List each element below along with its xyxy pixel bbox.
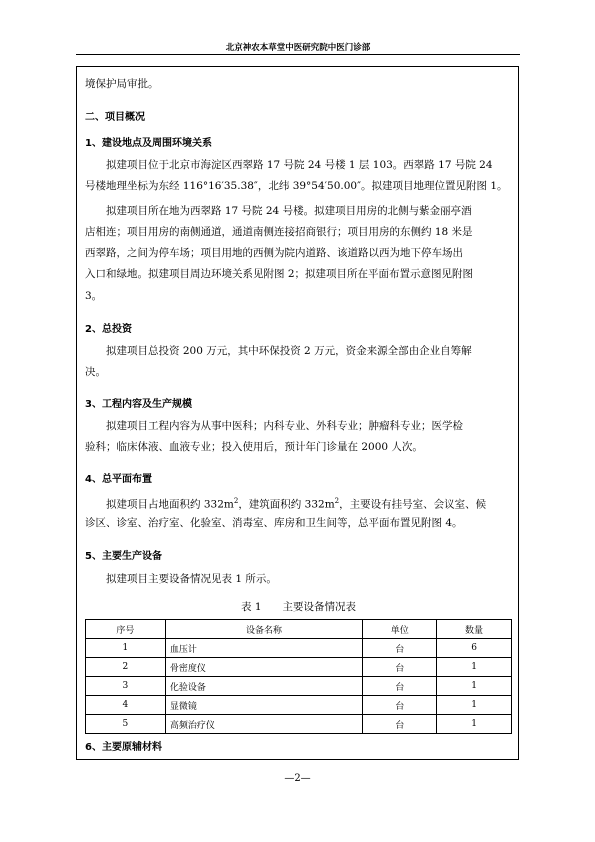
table-cell: 3: [86, 677, 166, 696]
table-row: [86, 677, 512, 696]
table-cell: 显微镜: [165, 696, 362, 715]
paragraph-line: 3。: [85, 290, 103, 302]
table-cell: 台: [363, 658, 437, 677]
paragraph-line: 号楼地理坐标为东经 116°16′35.38″，北纬 39°54′50.00″。拟建项目地理位置见附图 1。: [85, 180, 508, 192]
table-header-row: [86, 620, 512, 639]
paragraph-line: 决。: [85, 366, 106, 378]
paragraph-line: 拟建项目总投资 200 万元，其中环保投资 2 万元，资金来源全部由企业自筹解: [106, 345, 472, 357]
table-caption: 表 1 主要设备情况表: [240, 601, 357, 613]
superscript: 2: [334, 497, 340, 505]
paragraph-line: 拟建项目所在地为西翠路 17 号院 24 号楼。拟建项目用房的北侧与紫金丽亭酒: [106, 205, 472, 217]
subsection-title-layout: 4、总平面布置: [85, 474, 152, 485]
paragraph-line: 验科；临床体液、血液专业；投入使用后，预计年门诊量在 2000 人次。: [85, 441, 423, 453]
column-header: 单位: [363, 620, 437, 639]
text-fragment: ，主要设有挂号室、会议室、候: [339, 498, 487, 511]
subsection-title-scope: 3、工程内容及生产规模: [85, 399, 192, 410]
table-cell: 台: [363, 639, 437, 658]
table-cell: 化验设备: [165, 677, 362, 696]
table-cell: 1: [437, 658, 512, 677]
subsection-title-materials: 6、主要原辅材料: [85, 742, 162, 753]
paragraph-line: 店相连；项目用房的南侧通道，通道南侧连接招商银行；项目用房的东侧约 18 米是: [85, 226, 473, 238]
table-row: [86, 658, 512, 677]
table-cell: 1: [437, 715, 512, 734]
table-cell: 高频治疗仪: [165, 715, 362, 734]
table-cell: 台: [363, 677, 437, 696]
column-header: 设备名称: [165, 620, 362, 639]
paragraph-line: 西翠路，之间为停车场；项目用地的西侧为院内道路、该道路以西为地下停车场出: [85, 247, 463, 259]
paragraph-line: 入口和绿地。拟建项目周边环境关系见附图 2；拟建项目所在平面布置示意图见附图: [85, 268, 474, 280]
column-header: 序号: [86, 620, 166, 639]
subsection-title-investment: 2、总投资: [85, 324, 132, 335]
table-row: [86, 639, 512, 658]
page-number: —2—: [284, 773, 311, 784]
content-frame: [76, 66, 519, 760]
paragraph-line: 拟建项目工程内容为从事中医科；内科专业、外科专业；肿瘤科专业；医学检: [106, 420, 463, 432]
table-cell: 6: [437, 639, 512, 658]
continuation-line: 境保护局审批。: [85, 78, 159, 90]
table-cell: 1: [437, 696, 512, 715]
table-cell: 台: [363, 696, 437, 715]
subsection-title-equipment: 5、主要生产设备: [85, 551, 162, 562]
table-row: [86, 715, 512, 734]
column-header: 数量: [437, 620, 512, 639]
paragraph-line: [106, 494, 486, 512]
paragraph-line: 拟建项目位于北京市海淀区西翠路 17 号院 24 号楼 1 层 103。西翠路 17 号院 24: [106, 159, 493, 171]
paragraph-line: 拟建项目主要设备情况见表 1 所示。: [106, 573, 277, 585]
subsection-title-location: 1、建设地点及周围环境关系: [85, 138, 212, 149]
table-row: [86, 696, 512, 715]
table-cell: 1: [437, 677, 512, 696]
superscript: 2: [233, 497, 239, 505]
table-cell: 2: [86, 658, 166, 677]
text-fragment: ，建筑面积约 332m: [238, 498, 335, 511]
page-header: 北京神农本草堂中医研究院中医门诊部: [225, 43, 371, 53]
table-cell: 1: [86, 639, 166, 658]
table-cell: 血压计: [165, 639, 362, 658]
text-fragment: 拟建项目占地面积约 332m: [106, 498, 234, 511]
paragraph-line: 诊区、诊室、治疗室、化验室、消毒室、库房和卫生间等，总平面布置见附图 4。: [85, 517, 463, 529]
section-title: 二、项目概况: [85, 112, 145, 123]
table-cell: 4: [86, 696, 166, 715]
header-rule: [76, 54, 520, 55]
equipment-table: [85, 619, 512, 734]
table-cell: 台: [363, 715, 437, 734]
table-cell: 5: [86, 715, 166, 734]
table-cell: 骨密度仪: [165, 658, 362, 677]
